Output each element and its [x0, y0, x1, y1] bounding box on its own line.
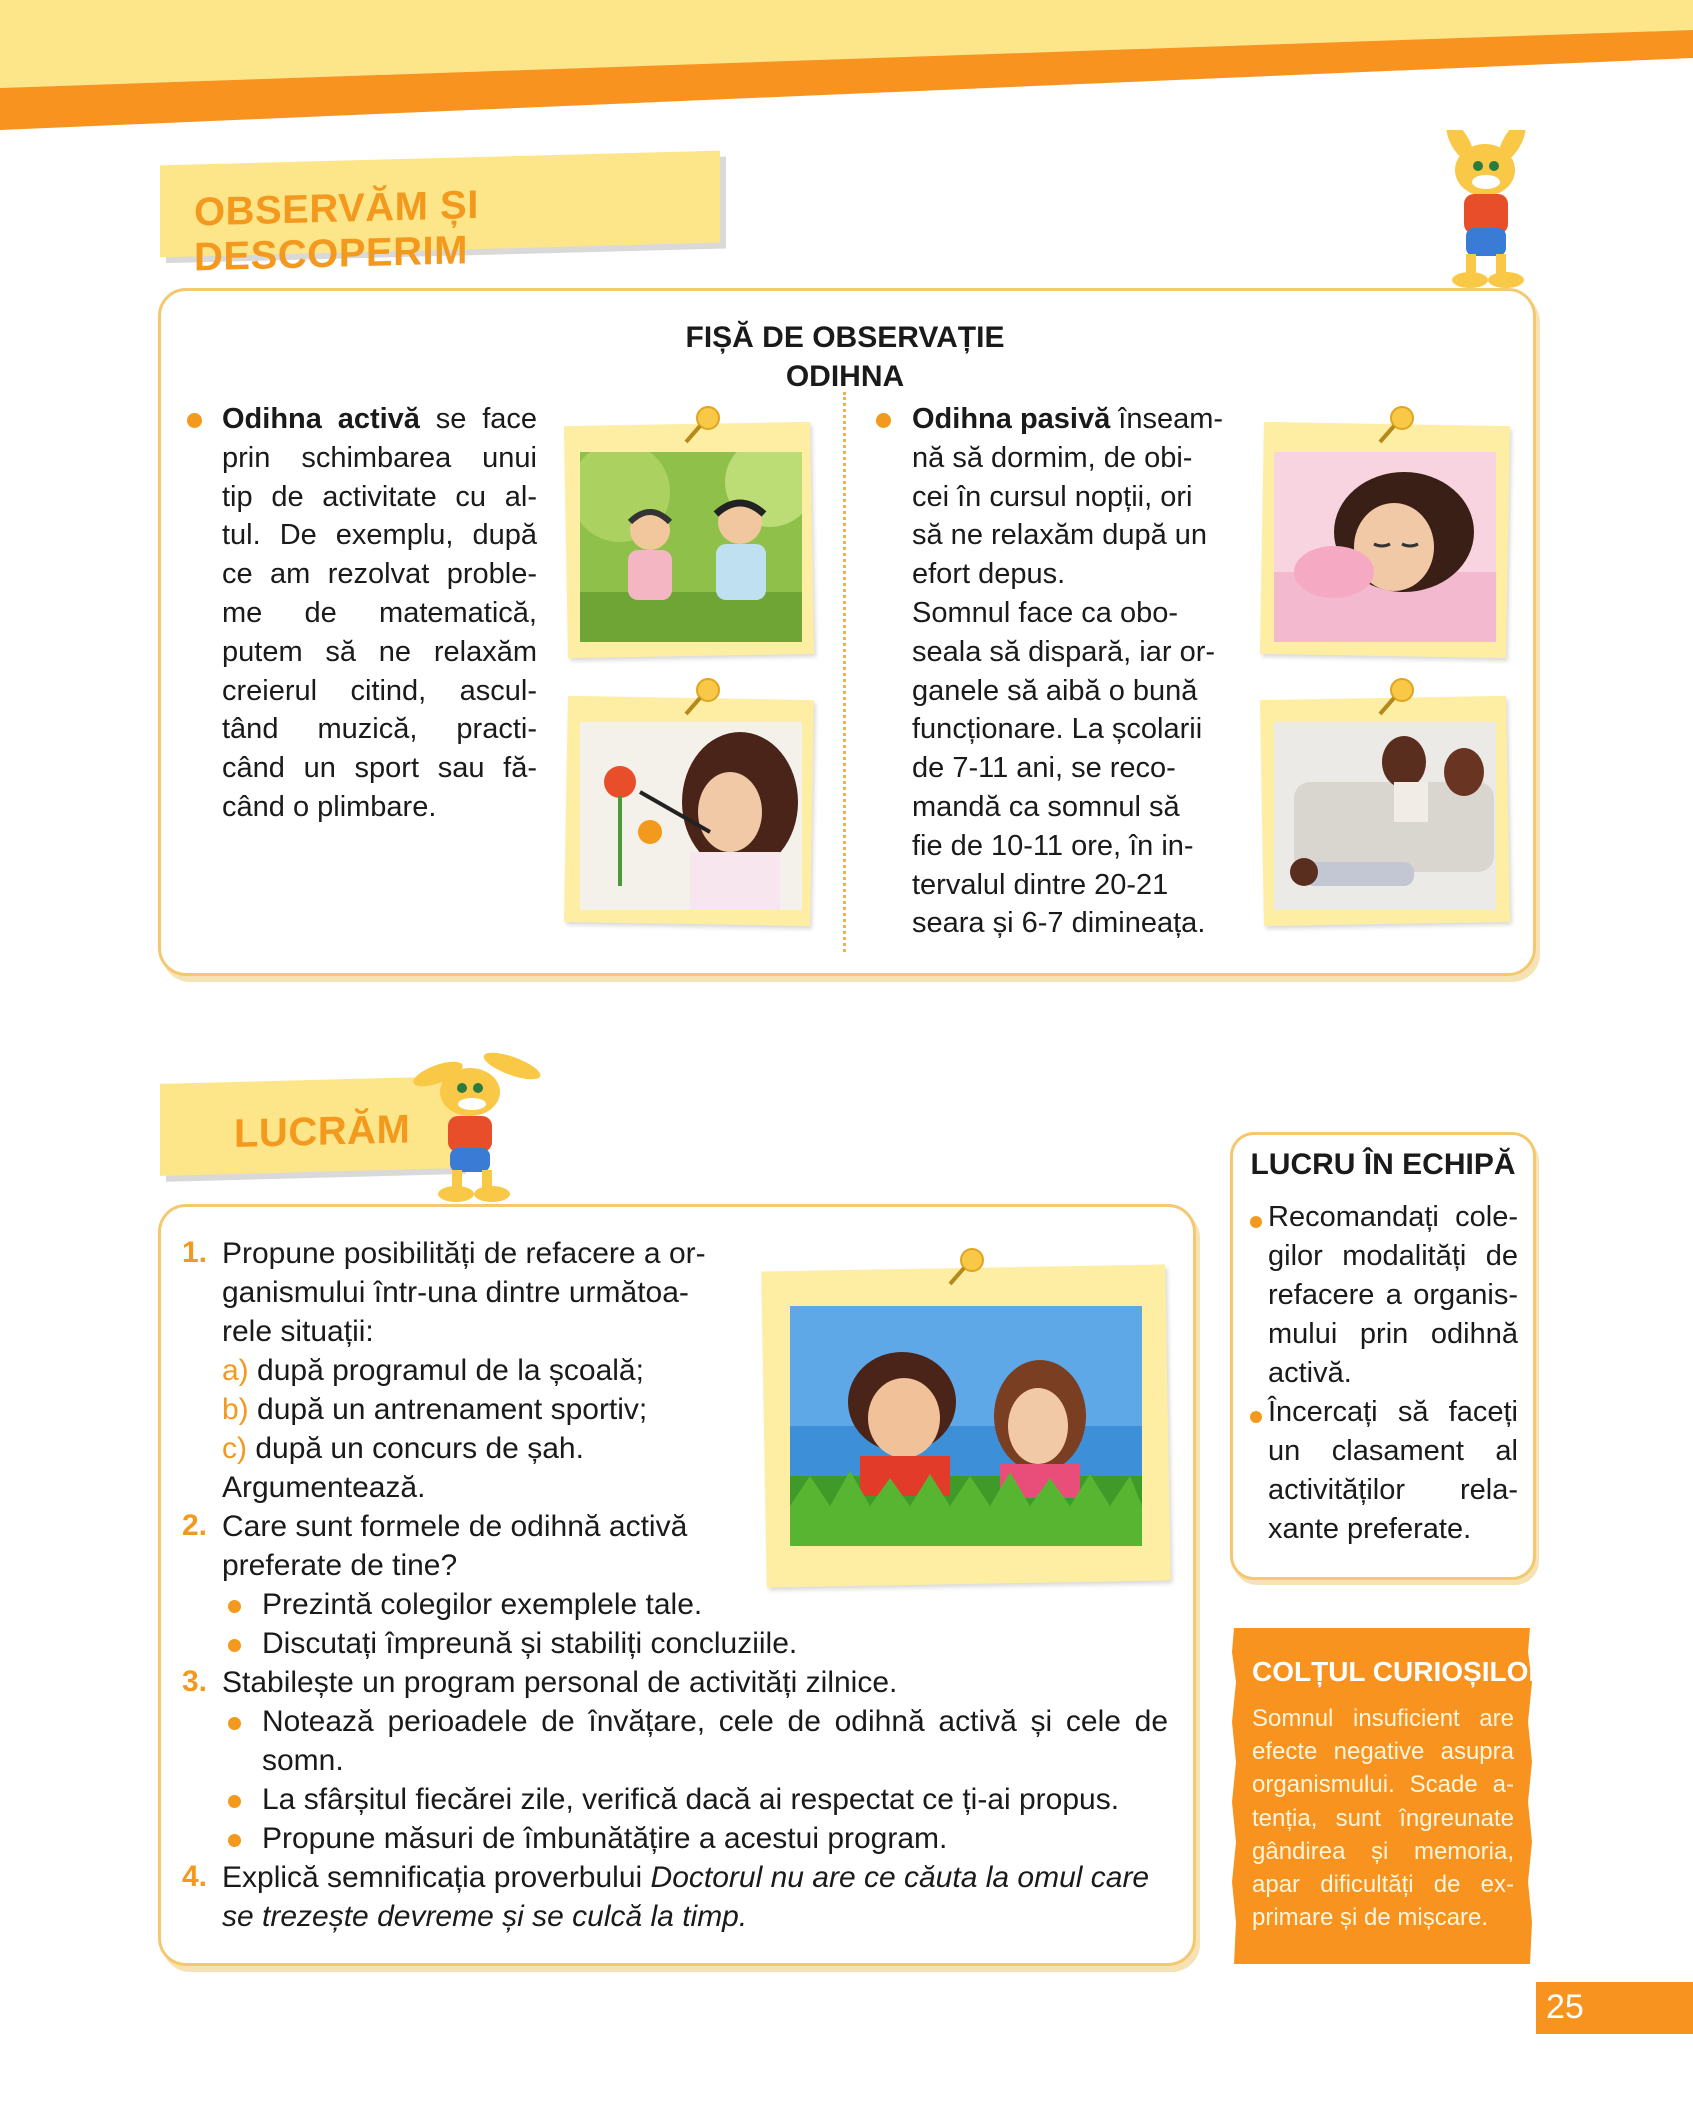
task-line: preferate de tine?	[222, 1549, 458, 1582]
text-line: xante preferate.	[1268, 1513, 1472, 1545]
children-headphones-photo	[580, 452, 802, 642]
text-line: Încercați să faceți	[1268, 1396, 1518, 1428]
text-run: creierul citind, ascul-	[222, 674, 537, 707]
text-run: tervalul dintre 20-21	[912, 868, 1169, 901]
text-run: cei în cursul nopții, ori	[912, 480, 1193, 513]
top-banner	[0, 0, 1693, 140]
team-work-title: LUCRU ÎN ECHIPĂ	[1250, 1148, 1516, 1181]
text-run: efort depus.	[912, 558, 1066, 591]
pushpin-icon	[1374, 676, 1420, 722]
text-line: tenția, sunt îngreunate	[1252, 1804, 1514, 1832]
task-number: 1.	[182, 1236, 208, 1269]
text-line: efecte negative asupra	[1252, 1738, 1514, 1766]
text-run: se face	[419, 403, 538, 435]
task-4	[222, 1858, 1172, 1936]
bullet-dot	[228, 1600, 241, 1613]
task-bullet: Propune măsuri de îmbunătățire a acestui program.	[262, 1822, 948, 1855]
task-2	[222, 1507, 762, 1585]
text-line	[222, 594, 537, 633]
pushpin-icon	[680, 676, 726, 722]
curiosity-title: COLȚUL CURIOȘILOR	[1252, 1656, 1549, 1687]
sleeping-girl-photo	[1274, 452, 1496, 642]
bullet-dot	[228, 1834, 241, 1847]
task-number: 4.	[182, 1860, 208, 1893]
bullet-dot	[228, 1717, 241, 1730]
text-line: un clasament al	[1268, 1435, 1518, 1467]
curiosity-text	[1252, 1702, 1514, 1934]
option-label: c)	[222, 1432, 247, 1465]
task-number: 2.	[182, 1509, 208, 1542]
text-line: apar dificultăți de ex-	[1252, 1871, 1514, 1899]
text-line: organismului. Scade a-	[1252, 1771, 1514, 1799]
text-line: Somnul insuficient are	[1252, 1705, 1514, 1732]
bullet-dot	[187, 413, 202, 428]
text-run: tul. De exemplu, după	[222, 519, 537, 552]
task-bullet: La sfârșitul fiecărei zile, verifică dacă ai respectat ce ți-ai propus.	[262, 1783, 1120, 1816]
bullet-dot	[1250, 1411, 1262, 1423]
text-line: refacere a organis-	[1268, 1279, 1518, 1311]
bullet-dot	[228, 1795, 241, 1808]
text-line	[912, 672, 1228, 711]
text-run: ganele să aibă o bună	[912, 674, 1198, 707]
text-run: seara și 6-7 dimineața.	[912, 907, 1206, 940]
bunny-mascot-icon	[1420, 130, 1550, 300]
text-run: putem să ne relaxăm	[222, 635, 537, 668]
page-number: 25	[1546, 1988, 1584, 2026]
task-option-c	[222, 1429, 742, 1468]
section-tag-observe	[160, 151, 720, 280]
task-bullet-line: somn.	[262, 1744, 344, 1777]
text-line	[912, 400, 1228, 439]
text-line	[222, 555, 537, 594]
text-line: primare și de mișcare.	[1252, 1904, 1489, 1932]
text-run: me de matematică,	[222, 596, 537, 629]
text-run: când o plimbare.	[222, 790, 437, 823]
sheet-title-line1: FIȘĂ DE OBSERVAȚIE	[685, 321, 1005, 354]
text-line	[912, 478, 1228, 517]
passive-rest-text	[912, 400, 1228, 943]
task-bullet-line: Notează perioadele de învățare, cele de odihnă activă și cele de	[262, 1705, 1168, 1738]
task-line: Stabilește un program personal de activități zilnice.	[222, 1666, 898, 1699]
term-label: Odihna pasivă	[912, 403, 1111, 435]
text-run: tip de activitate cu al-	[222, 480, 537, 513]
text-run: tând muzică, practi-	[222, 713, 537, 746]
text-line	[222, 516, 537, 555]
task-line: Argumentează.	[222, 1471, 426, 1504]
children-grass-photo	[790, 1306, 1142, 1546]
text-line: gândirea și memoria,	[1252, 1837, 1514, 1865]
text-line: Recomandați cole-	[1268, 1201, 1518, 1233]
text-line	[222, 710, 537, 749]
text-line	[222, 788, 537, 827]
bullet-dot	[1250, 1216, 1262, 1228]
text-line	[222, 400, 537, 439]
option-text: după un antrenament sportiv;	[248, 1393, 648, 1426]
team-bullet-1	[1268, 1198, 1518, 1393]
pushpin-icon	[1374, 404, 1420, 450]
option-label: a)	[222, 1354, 249, 1387]
text-run: fie de 10-11 ore, în in-	[912, 829, 1194, 862]
task-line: rele situații:	[222, 1315, 374, 1348]
pushpin-icon	[680, 404, 726, 450]
text-line	[222, 749, 537, 788]
section-title-work: LUCRĂM	[234, 1107, 411, 1156]
text-line	[912, 904, 1228, 943]
proverb-text: Doctorul nu are ce căuta la omul care	[650, 1861, 1150, 1894]
task-bullet: Discutați împreună și stabiliți concluziile.	[262, 1627, 798, 1660]
text-line	[222, 439, 537, 478]
text-line	[912, 555, 1228, 594]
task-1	[222, 1234, 742, 1507]
text-line: gilor modalități de	[1268, 1240, 1518, 1272]
text-line	[222, 633, 537, 672]
option-text: după programul de la școală;	[248, 1354, 644, 1387]
active-rest-text	[222, 400, 537, 827]
text-line: activă.	[1268, 1357, 1352, 1389]
task-line	[222, 1897, 1172, 1936]
resting-sofa-photo	[1274, 722, 1496, 910]
task-option-b	[222, 1390, 742, 1429]
task-bullet	[262, 1702, 1168, 1780]
task-line: Care sunt formele de odihnă activă	[222, 1510, 688, 1543]
team-bullet-2	[1268, 1393, 1518, 1549]
sheet-title-line2: ODIHNA	[785, 360, 905, 393]
text-line	[912, 439, 1228, 478]
text-line	[912, 866, 1228, 905]
text-run: când un sport sau fă-	[222, 752, 537, 785]
term-label: Odihna activă	[222, 403, 420, 435]
text-run: nă să dormim, de obi-	[912, 441, 1193, 474]
girl-painting-photo	[580, 722, 802, 910]
pushpin-icon	[944, 1246, 990, 1292]
text-run: prin schimbarea unui	[222, 441, 537, 474]
proverb-text: se trezește devreme și se culcă la timp.	[222, 1900, 748, 1933]
text-run: înseam-	[1110, 403, 1224, 435]
task-line: ganismului într-una dintre următoa-	[222, 1276, 689, 1309]
text-line: activităților rela-	[1268, 1474, 1518, 1506]
text-run: seala să dispară, iar or-	[912, 635, 1216, 668]
task-line: Propune posibilități de refacere a or-	[222, 1237, 706, 1270]
text-line	[912, 633, 1228, 672]
text-line	[912, 749, 1228, 788]
section-title-observe: OBSERVĂM ȘI DESCOPERIM	[194, 182, 479, 280]
text-run: de 7-11 ani, se reco-	[912, 752, 1176, 785]
option-text: după un concurs de șah.	[247, 1432, 584, 1465]
task-number: 3.	[182, 1665, 208, 1698]
text-line: mului prin odihnă	[1268, 1318, 1518, 1350]
text-line	[912, 788, 1228, 827]
text-run: Somnul face ca obo-	[912, 596, 1178, 629]
task-line	[222, 1858, 1172, 1897]
text-run: să ne relaxăm după un	[912, 519, 1208, 552]
text-line	[912, 594, 1228, 633]
task-bullet: Prezintă colegilor exemplele tale.	[262, 1588, 703, 1621]
text-run: funcționare. La școlarii	[912, 713, 1203, 746]
bunny-mascot-icon	[408, 1046, 548, 1206]
text-run: mandă ca somnul să	[912, 790, 1180, 823]
option-label: b)	[222, 1393, 249, 1426]
sheet-title	[600, 318, 1090, 396]
bullet-dot	[876, 413, 891, 428]
column-divider	[843, 392, 846, 952]
text-run: ce am rezolvat proble-	[222, 558, 537, 591]
text-line	[912, 516, 1228, 555]
bullet-dot	[228, 1639, 241, 1652]
text-line	[222, 672, 537, 711]
text-line	[912, 827, 1228, 866]
page-number-badge	[1536, 1982, 1693, 2034]
text-line	[222, 478, 537, 517]
task-option-a	[222, 1351, 742, 1390]
task-text: Explică semnificația proverbului	[222, 1861, 651, 1894]
text-line	[912, 710, 1228, 749]
